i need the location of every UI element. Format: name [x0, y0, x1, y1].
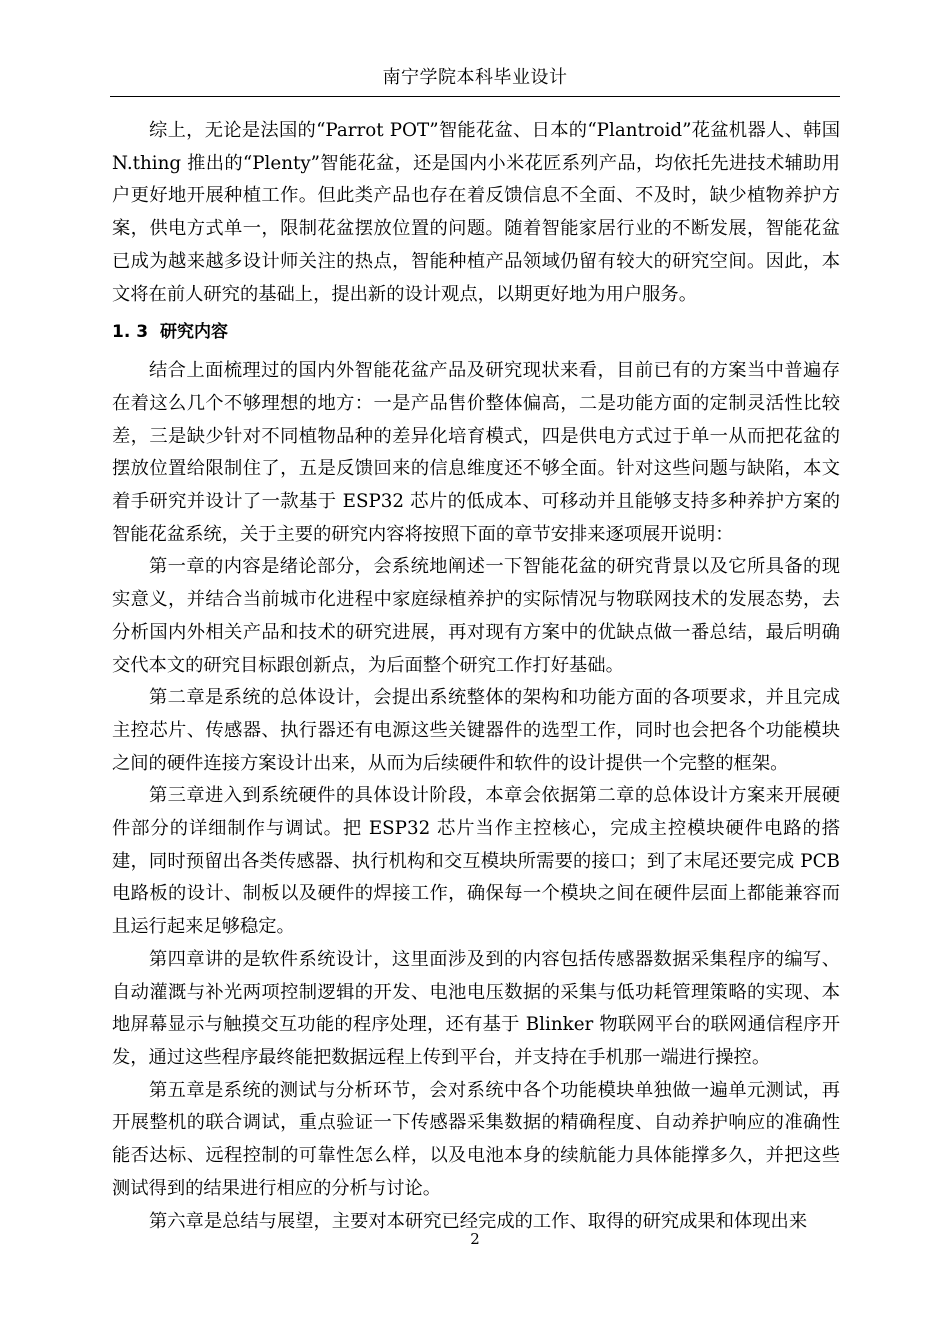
- paragraph-chapter-1: 第一章的内容是绪论部分，会系统地阐述一下智能花盆的研究背景以及它所具备的现实意义，并结合当前城市化进程中家庭绿植养护的实际情况与物联网技术的发展态势，去分析国内外相关产品和技术的研究进展，再对现有方案中的优缺点做一番总结，最后明确交代本文的研究目标跟创新点，为后面整个研究工作打好基础。: [112, 556, 840, 676]
- section-number: 1. 3: [112, 322, 149, 343]
- section-heading: [112, 317, 840, 347]
- paragraph-overview: 结合上面梳理过的国内外智能花盆产品及研究现状来看，目前已有的方案当中普遍存在着这么几个不够理想的地方：一是产品售价整体偏高，二是功能方面的定制灵活性比较差，三是缺少针对不同植物品种的差异化培育模式，四是供电方式过于单一从而把花盆的摆放位置给限制住了，五是反馈回来的信息维度还不够全面。针对这些问题与缺陷，本文着手研究并设计了一款基于 ESP32 芯片的低成本、可移动并且能够支持多种养护方案的智能花盆系统，关于主要的研究内容将按照下面的章节安排来逐项展开说明：: [112, 360, 840, 545]
- intro-paragraph: 综上，无论是法国的“Parrot POT”智能花盆、日本的“Plantroid”花盆机器人、韩国N.thing 推出的“Plenty”智能花盆，还是国内小米花匠系列产品，均依托先进技术辅助用户更好地开展种植工作。但此类产品也存在着反馈信息不全面、不及时，缺少植物养护方案，供电方式单一，限制花盆摆放位置的问题。随着智能家居行业的不断发展，智能花盆已成为越来越多设计师关注的热点，智能种植产品领域仍留有较大的研究空间。因此，本文将在前人研究的基础上，提出新的设计观点，以期更好地为用户服务。: [112, 120, 840, 305]
- page-number: 2: [470, 1230, 480, 1248]
- paragraph-chapter-3: 第三章进入到系统硬件的具体设计阶段，本章会依据第二章的总体设计方案来开展硬件部分的详细制作与调试。把 ESP32 芯片当作主控核心，完成主控模块硬件电路的搭建，同时预留出各类传感器、执行机构和交互模块所需要的接口；到了末尾还要完成 PCB 电路板的设计、制板以及硬件的焊接工作，确保每一个模块之间在硬件层面上都能兼容而且运行起来足够稳定。: [112, 785, 840, 938]
- section-title: 研究内容: [160, 322, 229, 343]
- running-header: 南宁学院本科毕业设计: [382, 67, 568, 88]
- paragraph-chapter-6: 第六章是总结与展望，主要对本研究已经完成的工作、取得的研究成果和体现出来: [149, 1210, 808, 1232]
- header-divider: [110, 96, 840, 97]
- paragraph-chapter-4: 第四章讲的是软件系统设计，这里面涉及到的内容包括传感器数据采集程序的编写、自动灌溉与补光两项控制逻辑的开发、电池电压数据的采集与低功耗管理策略的实现、本地屏幕显示与触摸交互功能的程序处理，还有基于 Blinker 物联网平台的联网通信程序开发，通过这些程序最终能把数据远程上传到平台，并支持在手机那一端进行操控。: [112, 948, 840, 1068]
- paragraph-chapter-5: 第五章是系统的测试与分析环节，会对系统中各个功能模块单独做一遍单元测试，再开展整机的联合调试，重点验证一下传感器采集数据的精确程度、自动养护响应的准确性能否达标、远程控制的可靠性怎么样，以及电池本身的续航能力具体能撑多久，并把这些测试得到的结果进行相应的分析与讨论。: [112, 1079, 840, 1199]
- paragraph-chapter-2: 第二章是系统的总体设计，会提出系统整体的架构和功能方面的各项要求，并且完成主控芯片、传感器、执行器还有电源这些关键器件的选型工作，同时也会把各个功能模块之间的硬件连接方案设计出来，从而为后续硬件和软件的设计提供一个完整的框架。: [112, 687, 840, 774]
- page-body: [112, 115, 840, 1238]
